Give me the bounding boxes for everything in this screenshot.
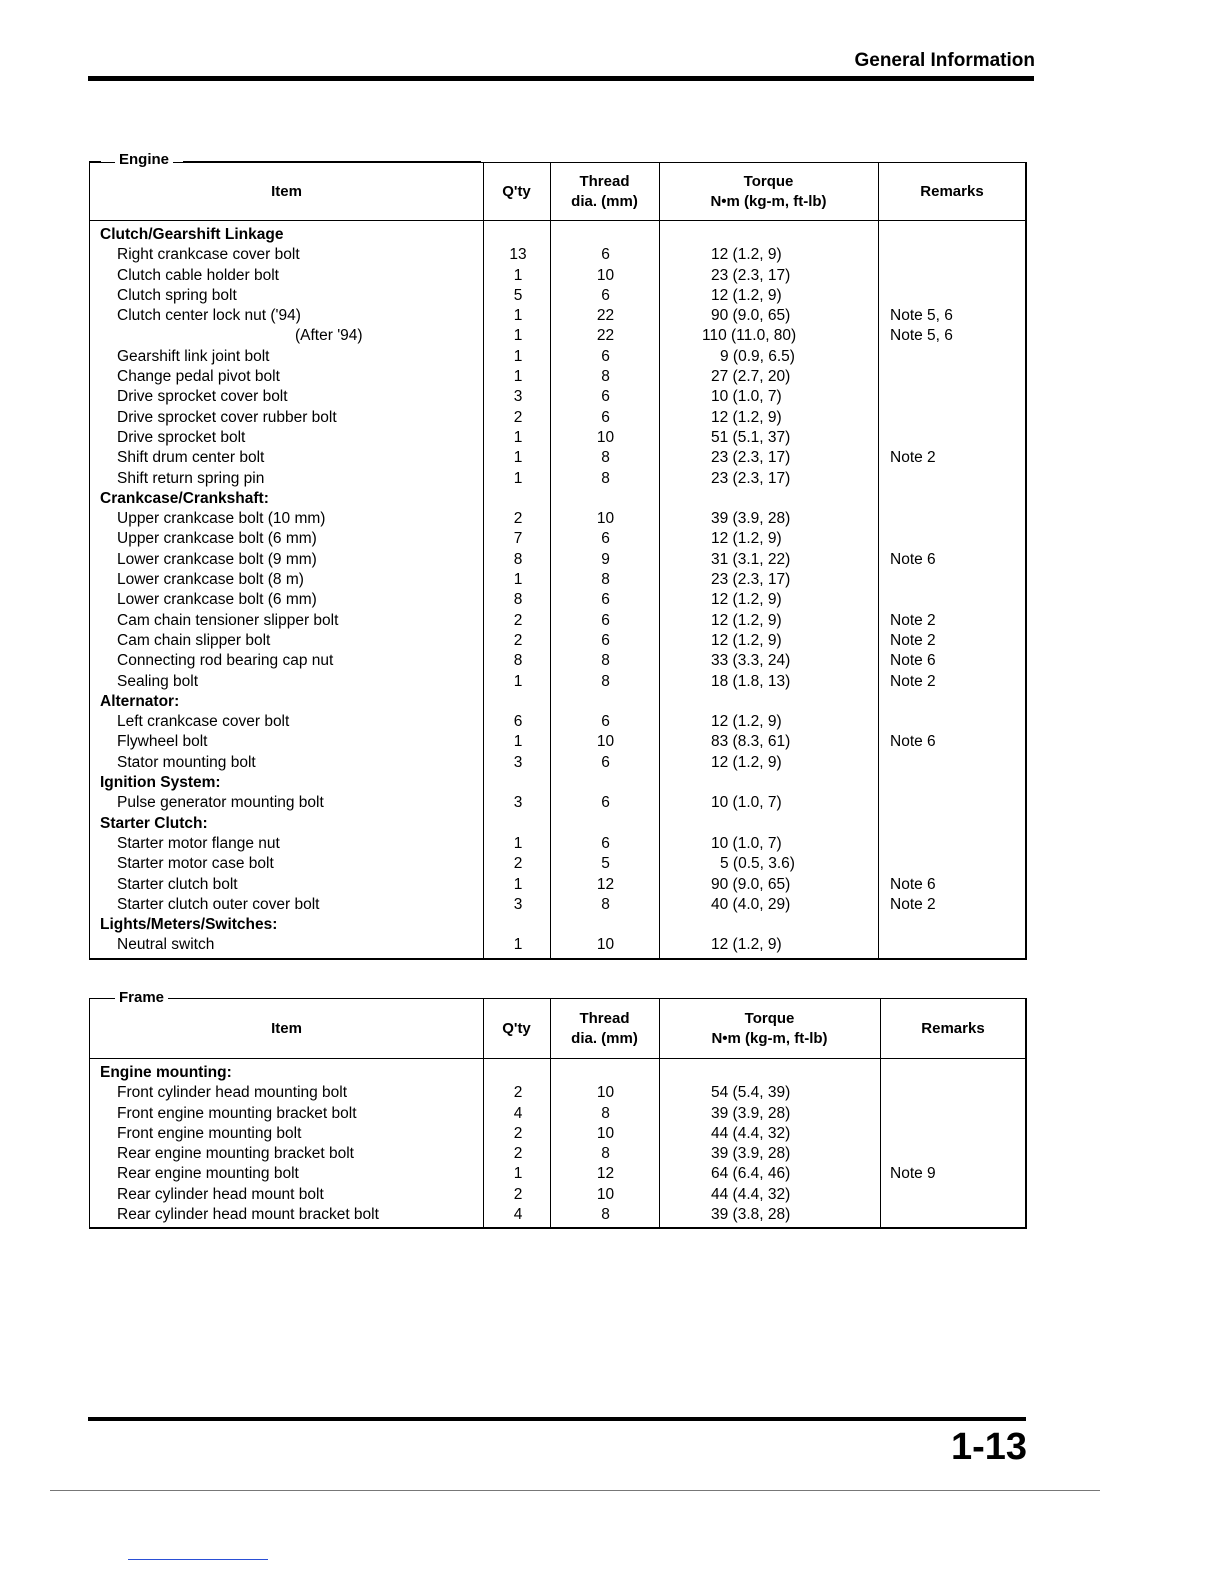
- table-row: [90, 509, 1025, 529]
- column-header-thread: [550, 163, 659, 221]
- table-group-heading: [90, 225, 1025, 245]
- column-header-torque-line1: Torque: [743, 173, 794, 190]
- cell-thread: 10: [596, 1124, 615, 1142]
- cell-remarks: Note 6: [890, 733, 936, 751]
- cell-item: Lower crankcase bolt (6 mm): [117, 591, 317, 609]
- cell-torque-value: 12 (1.2, 9): [711, 286, 782, 304]
- table-row: [90, 245, 1025, 265]
- cell-torque-value: 64 (6.4, 46): [711, 1165, 791, 1183]
- cell-torque-value: 90 (9.0, 65): [711, 875, 791, 893]
- cell-item: (After '94): [295, 327, 363, 345]
- column-header-item: Item: [271, 1020, 302, 1037]
- cell-qty: 1: [513, 834, 523, 852]
- cell-torque-value: 12 (1.2, 9): [711, 530, 782, 548]
- cell-thread: 6: [601, 713, 610, 731]
- cell-thread: 6: [601, 408, 610, 426]
- cell-item: Starter clutch outer cover bolt: [117, 895, 320, 913]
- cell-qty: 1: [513, 368, 523, 386]
- cell-qty: 2: [513, 611, 523, 629]
- page-number: 1-13: [950, 1426, 1027, 1468]
- group-heading-label: Alternator:: [100, 692, 180, 710]
- cell-thread: 8: [601, 469, 610, 487]
- cell-item: Rear engine mounting bolt: [117, 1165, 299, 1183]
- cell-qty: 1: [513, 469, 523, 487]
- cell-thread: 6: [601, 388, 610, 406]
- engine-table-header: [90, 163, 1025, 221]
- table-group-heading: [90, 814, 1025, 834]
- cell-item: Connecting rod bearing cap nut: [117, 652, 334, 670]
- cell-qty: 1: [513, 307, 523, 325]
- column-header-qty: Q'ty: [502, 183, 531, 200]
- table-row: [90, 753, 1025, 773]
- cell-remarks: Note 6: [890, 875, 936, 893]
- column-header-torque-line2: N•m (kg-m, ft-lb): [711, 1030, 828, 1047]
- cell-torque-value: 40 (4.0, 29): [711, 895, 791, 913]
- cell-torque-value: 23 (2.3, 17): [711, 449, 791, 467]
- cell-thread: 10: [596, 510, 615, 528]
- page-header-title: General Information: [854, 50, 1035, 71]
- cell-qty: 3: [513, 753, 523, 771]
- frame-section-title: Frame: [115, 988, 168, 1008]
- cell-remarks: Note 2: [890, 449, 936, 467]
- table-row: [90, 712, 1025, 732]
- cell-qty: 4: [513, 1104, 523, 1122]
- cell-thread: 6: [601, 794, 610, 812]
- cell-thread: 6: [601, 834, 610, 852]
- cell-qty: 2: [513, 1124, 523, 1142]
- cell-qty: 8: [513, 652, 523, 670]
- cell-item: Lower crankcase bolt (9 mm): [117, 550, 317, 568]
- group-heading-label: Lights/Meters/Switches:: [100, 916, 278, 934]
- cell-thread: 22: [596, 307, 615, 325]
- cell-torque-value: 39 (3.9, 28): [711, 1145, 791, 1163]
- cell-remarks: Note 6: [890, 652, 936, 670]
- cell-torque-value: 12 (1.2, 9): [711, 753, 782, 771]
- cell-remarks: Note 9: [890, 1165, 936, 1183]
- table-group-heading: [90, 773, 1025, 793]
- table-row: [90, 875, 1025, 895]
- cell-item: Clutch spring bolt: [117, 286, 237, 304]
- cell-qty: 1: [513, 936, 523, 954]
- cell-thread: 6: [601, 611, 610, 629]
- cell-item: Front engine mounting bracket bolt: [117, 1104, 357, 1122]
- frame-table-header: [90, 999, 1025, 1059]
- cell-torque-value: 10 (1.0, 7): [711, 388, 782, 406]
- cell-qty: 3: [513, 794, 523, 812]
- cell-item: Flywheel bolt: [117, 733, 208, 751]
- cell-thread: 12: [596, 875, 615, 893]
- column-header-thread-line1: Thread: [579, 173, 630, 190]
- table-row: [90, 611, 1025, 631]
- cell-item: Drive sprocket cover bolt: [117, 388, 288, 406]
- cell-torque-value: 12 (1.2, 9): [711, 246, 782, 264]
- column-header-torque-line1: Torque: [744, 1010, 795, 1027]
- cell-item: Rear cylinder head mount bolt: [117, 1185, 324, 1203]
- column-header-thread-line1: Thread: [579, 1010, 630, 1027]
- table-row: [90, 306, 1025, 326]
- cell-qty: 2: [513, 510, 523, 528]
- engine-table: [89, 162, 1027, 960]
- cell-thread: 10: [596, 936, 615, 954]
- cell-qty: 6: [513, 713, 523, 731]
- column-header-torque: [659, 999, 880, 1059]
- group-heading-label: Crankcase/Crankshaft:: [100, 489, 269, 507]
- engine-table-body: [90, 221, 1025, 958]
- cell-item: Shift return spring pin: [117, 469, 265, 487]
- cell-item: Shift drum center bolt: [117, 449, 265, 467]
- cell-thread: 6: [601, 286, 610, 304]
- table-row: [90, 631, 1025, 651]
- cell-item: Rear cylinder head mount bracket bolt: [117, 1206, 379, 1224]
- column-header-thread: [550, 999, 659, 1059]
- cell-torque-value: 10 (1.0, 7): [711, 794, 782, 812]
- cell-torque-value: 33 (3.3, 24): [711, 652, 791, 670]
- cell-qty: 3: [513, 388, 523, 406]
- page-bottom-divider: [50, 1490, 1100, 1491]
- cell-torque-value: 83 (8.3, 61): [711, 733, 791, 751]
- cell-item: Clutch cable holder bolt: [117, 266, 279, 284]
- footer-rule: [88, 1417, 1026, 1421]
- cell-thread: 22: [596, 327, 615, 345]
- table-row: [90, 854, 1025, 874]
- table-row: [90, 1205, 1025, 1225]
- table-row: [90, 570, 1025, 590]
- cell-qty: 2: [513, 631, 523, 649]
- cell-thread: 6: [601, 631, 610, 649]
- cell-torque-value: 31 (3.1, 22): [711, 550, 791, 568]
- cell-thread: 6: [601, 753, 610, 771]
- table-row: [90, 895, 1025, 915]
- cell-thread: 10: [596, 1084, 615, 1102]
- table-row: [90, 935, 1025, 955]
- cell-qty: 1: [513, 266, 523, 284]
- cell-thread: 10: [596, 428, 615, 446]
- cell-thread: 6: [601, 591, 610, 609]
- cell-item: Left crankcase cover bolt: [117, 713, 290, 731]
- cell-qty: 1: [513, 327, 523, 345]
- cell-torque-value: 9 (0.9, 6.5): [720, 347, 795, 365]
- cell-remarks: Note 5, 6: [890, 327, 953, 345]
- cell-item: Right crankcase cover bolt: [117, 246, 300, 264]
- column-header-torque: [659, 163, 878, 221]
- cell-qty: 2: [513, 1084, 523, 1102]
- cell-torque-value: 39 (3.9, 28): [711, 1104, 791, 1122]
- cell-remarks: Note 2: [890, 895, 936, 913]
- cell-item: Neutral switch: [117, 936, 215, 954]
- cell-thread: 8: [601, 1206, 610, 1224]
- cell-item: Drive sprocket bolt: [117, 428, 246, 446]
- cell-torque-value: 39 (3.9, 28): [711, 510, 791, 528]
- cell-thread: 8: [601, 571, 610, 589]
- cell-item: Gearshift link joint bolt: [117, 347, 270, 365]
- cell-torque-value: 23 (2.3, 17): [711, 469, 791, 487]
- table-group-heading: [90, 1063, 1025, 1083]
- column-header-item: Item: [271, 183, 302, 200]
- engine-section-title: Engine: [115, 150, 173, 170]
- bottom-link-underline: [128, 1559, 268, 1560]
- cell-item: Cam chain tensioner slipper bolt: [117, 611, 339, 629]
- cell-thread: 10: [596, 1185, 615, 1203]
- table-group-heading: [90, 915, 1025, 935]
- engine-section-label: [89, 150, 1027, 170]
- cell-thread: 8: [601, 368, 610, 386]
- table-row: [90, 834, 1025, 854]
- cell-qty: 1: [513, 449, 523, 467]
- header-rule: [88, 76, 1034, 81]
- cell-torque-value: 5 (0.5, 3.6): [720, 855, 795, 873]
- table-row: [90, 266, 1025, 286]
- cell-qty: 2: [513, 1185, 523, 1203]
- cell-torque-value: 12 (1.2, 9): [711, 713, 782, 731]
- table-row: [90, 286, 1025, 306]
- group-heading-label: Ignition System:: [100, 774, 221, 792]
- cell-qty: 2: [513, 855, 523, 873]
- table-row: [90, 469, 1025, 489]
- cell-torque-value: 12 (1.2, 9): [711, 591, 782, 609]
- cell-item: Upper crankcase bolt (10 mm): [117, 510, 326, 528]
- cell-torque-value: 12 (1.2, 9): [711, 631, 782, 649]
- column-header-remarks: Remarks: [920, 183, 984, 200]
- cell-torque-value: 12 (1.2, 9): [711, 611, 782, 629]
- cell-thread: 8: [601, 1104, 610, 1122]
- table-row: [90, 347, 1025, 367]
- cell-thread: 10: [596, 733, 615, 751]
- table-row: [90, 367, 1025, 387]
- cell-item: Sealing bolt: [117, 672, 199, 690]
- cell-item: Front cylinder head mounting bolt: [117, 1084, 348, 1102]
- cell-qty: 8: [513, 550, 523, 568]
- cell-qty: 7: [513, 530, 523, 548]
- cell-qty: 1: [513, 571, 523, 589]
- cell-qty: 1: [513, 875, 523, 893]
- cell-thread: 6: [601, 246, 610, 264]
- cell-item: Change pedal pivot bolt: [117, 368, 280, 386]
- column-header-torque-line2: N•m (kg-m, ft-lb): [710, 193, 827, 210]
- table-row: [90, 732, 1025, 752]
- table-row: [90, 1124, 1025, 1144]
- cell-item: Lower crankcase bolt (8 m): [117, 571, 304, 589]
- cell-item: Starter clutch bolt: [117, 875, 238, 893]
- cell-qty: 2: [513, 1145, 523, 1163]
- cell-thread: 6: [601, 347, 610, 365]
- cell-item: Front engine mounting bolt: [117, 1124, 302, 1142]
- cell-torque-value: 23 (2.3, 17): [711, 266, 791, 284]
- table-row: [90, 428, 1025, 448]
- cell-thread: 8: [601, 895, 610, 913]
- group-heading-label: Engine mounting:: [100, 1064, 232, 1081]
- table-row: [90, 793, 1025, 813]
- table-row: [90, 1164, 1025, 1184]
- cell-item: Starter motor flange nut: [117, 834, 280, 852]
- cell-torque-value: 27 (2.7, 20): [711, 368, 791, 386]
- cell-item: Pulse generator mounting bolt: [117, 794, 324, 812]
- cell-qty: 1: [513, 347, 523, 365]
- cell-item: Clutch center lock nut ('94): [117, 307, 301, 325]
- cell-remarks: Note 2: [890, 611, 936, 629]
- group-heading-label: Clutch/Gearshift Linkage: [100, 226, 284, 243]
- cell-qty: 4: [513, 1206, 523, 1224]
- cell-qty: 1: [513, 428, 523, 446]
- table-group-heading: [90, 489, 1025, 509]
- table-row: [90, 529, 1025, 549]
- cell-qty: 2: [513, 408, 523, 426]
- cell-thread: 9: [601, 550, 610, 568]
- cell-qty: 1: [513, 733, 523, 751]
- cell-torque-value: 12 (1.2, 9): [711, 408, 782, 426]
- frame-table: [89, 998, 1027, 1229]
- cell-thread: 5: [601, 855, 610, 873]
- column-header-thread-line2: dia. (mm): [571, 193, 638, 210]
- cell-torque-value: 44 (4.4, 32): [711, 1124, 791, 1142]
- cell-item: Upper crankcase bolt (6 mm): [117, 530, 317, 548]
- cell-qty: 3: [513, 895, 523, 913]
- cell-torque-value: 90 (9.0, 65): [711, 307, 791, 325]
- cell-thread: 6: [601, 530, 610, 548]
- cell-thread: 8: [601, 1145, 610, 1163]
- cell-qty: 5: [513, 286, 523, 304]
- cell-item: Starter motor case bolt: [117, 855, 274, 873]
- cell-torque-value: 110 (11.0, 80): [702, 327, 797, 345]
- table-row: [90, 448, 1025, 468]
- column-header-thread-line2: dia. (mm): [571, 1030, 638, 1047]
- table-row: [90, 408, 1025, 428]
- cell-qty: 1: [513, 672, 523, 690]
- cell-torque-value: 44 (4.4, 32): [711, 1185, 791, 1203]
- cell-torque-value: 12 (1.2, 9): [711, 936, 782, 954]
- table-row: [90, 1104, 1025, 1124]
- cell-thread: 8: [601, 449, 610, 467]
- cell-thread: 10: [596, 266, 615, 284]
- table-row: [90, 1144, 1025, 1164]
- table-row: [90, 550, 1025, 570]
- column-header-remarks: Remarks: [921, 1020, 985, 1037]
- cell-item: Drive sprocket cover rubber bolt: [117, 408, 337, 426]
- table-row: [90, 590, 1025, 610]
- frame-section-label: [89, 988, 1027, 1008]
- cell-torque-value: 51 (5.1, 37): [711, 428, 791, 446]
- cell-remarks: Note 2: [890, 631, 936, 649]
- cell-qty: 1: [513, 1165, 523, 1183]
- table-row: [90, 326, 1025, 346]
- cell-remarks: Note 2: [890, 672, 936, 690]
- cell-torque-value: 18 (1.8, 13): [711, 672, 791, 690]
- cell-torque-value: 54 (5.4, 39): [711, 1084, 791, 1102]
- table-row: [90, 672, 1025, 692]
- cell-thread: 12: [596, 1165, 615, 1183]
- cell-remarks: Note 6: [890, 550, 936, 568]
- cell-thread: 8: [601, 672, 610, 690]
- table-row: [90, 1185, 1025, 1205]
- frame-table-body: [90, 1059, 1025, 1227]
- cell-qty: 8: [513, 591, 523, 609]
- cell-item: Cam chain slipper bolt: [117, 631, 271, 649]
- cell-item: Rear engine mounting bracket bolt: [117, 1145, 354, 1163]
- group-heading-label: Starter Clutch:: [100, 814, 208, 832]
- column-header-qty: Q'ty: [502, 1020, 531, 1037]
- cell-torque-value: 39 (3.8, 28): [711, 1206, 791, 1224]
- cell-thread: 8: [601, 652, 610, 670]
- cell-remarks: Note 5, 6: [890, 307, 953, 325]
- cell-item: Stator mounting bolt: [117, 753, 256, 771]
- table-group-heading: [90, 692, 1025, 712]
- cell-torque-value: 10 (1.0, 7): [711, 834, 782, 852]
- table-row: [90, 651, 1025, 671]
- table-row: [90, 1083, 1025, 1103]
- cell-qty: 13: [509, 246, 527, 264]
- cell-torque-value: 23 (2.3, 17): [711, 571, 791, 589]
- table-row: [90, 387, 1025, 407]
